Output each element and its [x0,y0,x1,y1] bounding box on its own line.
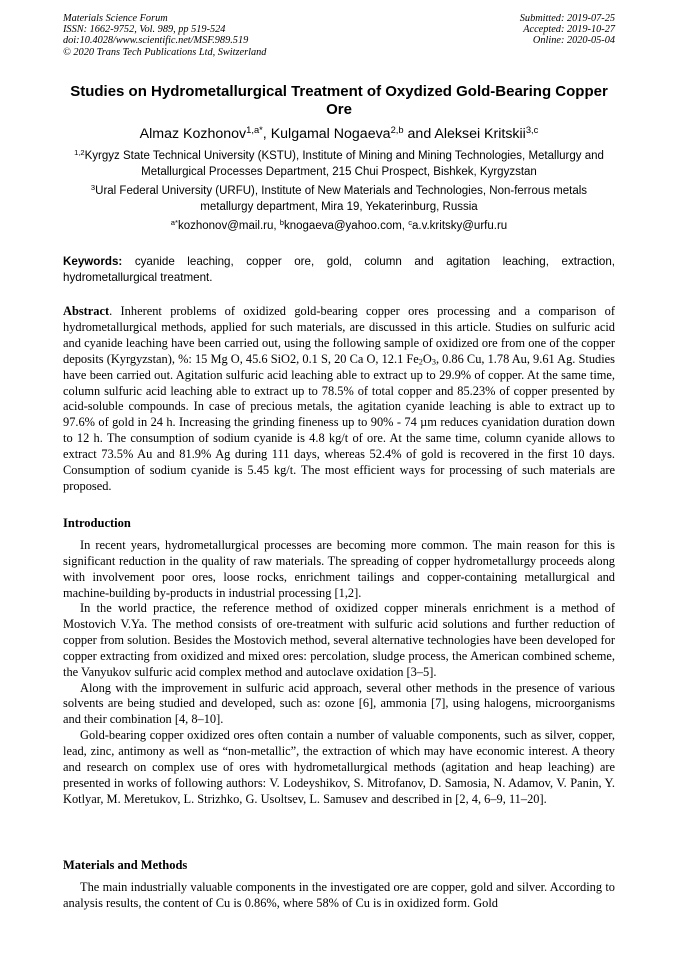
author-separator: and [403,126,435,142]
email-mark: c [408,217,412,227]
author-name: Almaz Kozhonov [139,126,247,142]
introduction-body [63,538,615,807]
email-text: knogaeva@yahoo.com, [284,220,409,232]
subscript: 2 [418,357,423,367]
abstract-label: Abstract [63,304,110,318]
author-emails [63,219,615,235]
paragraph: Gold-bearing copper oxidized ores often contain a number of valuable components, such as silver, copper, lead, zinc, antimony as well as “non-metallic”, the extraction of which may have economic interest. A theory and research on complex use of ores with hydrometallurgical methods (agitation and heap leaching) are presented in works of following authors: V. Lodeyshikov, S. Mitrofanov, D. Samosia, N. Adamov, V. Panin, Y. Kotlyar, M. Meretukov, L. Strizhko, G. Usoltsev, L. Samusev and described in [2, 4, 6–9, 11–20]. [63,728,615,806]
author-affiliation-mark: 3,c [525,124,539,135]
affiliation-text: Kyrgyz State Technical University (KSTU), Institute of Mining and Mining Technologies, Metallurgy and Metallurgical Processes Department, 215 Chui Prospect, Bishkek, Kyrgyzstan [84,150,604,178]
author-name: Aleksei Kritskii [434,126,526,142]
submitted-date: Submitted: 2019-07-25 [519,13,615,24]
affiliation-text: Ural Federal University (URFU), Institute of New Materials and Technologies, Non-ferrous metals metallurgy department, Mira 19, Yekaterinburg, Russia [95,185,588,213]
journal-name: Materials Science Forum [63,13,168,24]
journal-copyright: © 2020 Trans Tech Publications Ltd, Switzerland [63,46,267,58]
email-mark: a* [170,217,178,227]
journal-doi: doi:10.4028/www.scientific.net/MSF.989.519 [63,35,249,47]
affiliation-2 [63,184,615,215]
affiliation-mark: 1,2 [74,147,85,157]
paragraph: In recent years, hydrometallurgical processes are becoming more common. The main reason for this is significant reduction in the quality of raw materials. The spreading of copper hydrometallurgy proceeds along with involvement poor ores, loose rocks, enrichment tailings and copper-containing metallurgical and machine-building by-products in industrial processing [1,2]. [63,538,615,600]
paragraph: Along with the improvement in sulfuric acid approach, several other methods in the presence of various solvents are being studied and developed, such as: ozone [6], ammonia [7], using halogens, microorganisms and their combination [4, 8–10]. [63,680,615,727]
section-heading-materials-methods: Materials and Methods [63,858,188,872]
abstract [63,304,615,495]
affiliation-1 [63,149,615,180]
keywords [63,254,615,285]
email-mark: b [279,217,284,227]
paragraph: The main industrially valuable components in the investigated ore are copper, gold and silver. According to analysis results, the content of Cu is 0.86%, where 58% of Cu is in oxidized form. Gold [63,880,615,910]
abstract-text: , 0.86 Cu, 1.78 Au, 9.61 Ag. Studies have been carried out. Agitation sulfuric acid leaching able to extract up to 29.9% of copper. At the same time, column sulfuric acid leaching able to extract up to 78.5% of total copper and 85.23% of copper presented by acid-soluble compounds. In case of precious metals, the agitation cyanide leaching is able to extract up to 97.6% of gold in 24 h. Increasing the grinding fineness up to 90% - 74 µm reduces cyanidation duration down to 12 h. The consumption of sodium cyanide is 4.8 kg/t of ore. At the same time, column cyanide allows to extract 73.5% Au and 81.9% Ag during 111 days, whereas 52.4% of gold is recovered in the first 10 days. Consumption of sodium cyanide is 5.45 kg/t. The most efficient ways for processing of such materials are proposed. [63,351,615,493]
accepted-date: Accepted: 2019-10-27 [523,24,615,36]
keywords-label: Keywords: [63,255,123,268]
materials-methods-body [63,880,615,912]
author-affiliation-mark: 1,a* [246,124,263,135]
paper-title: Studies on Hydrometallurgical Treatment of Oxydized Gold-Bearing Copper Ore [70,83,608,118]
subscript: 3 [431,357,436,367]
keywords-text: cyanide leaching, copper ore, gold, column and agitation leaching, extraction, hydrometallurgical treatment. [63,255,615,284]
section-heading-introduction: Introduction [63,516,131,530]
author-affiliation-mark: 2,b [390,124,404,135]
abstract-text: . Inherent problems of oxidized gold-bearing copper ores processing and a comparison of hydrometallurgical methods, applied for such materials, are discussed in this article. Studies on sulfuric acid and cyanide leaching have been carried out, using the following sample of oxidized ore from one of the copper deposits (Kyrgyzstan), %: 15 Mg O, 45.6 SiO2, 0.1 S, 20 Ca O, 12.1 Fe [63,304,615,366]
email-text: a.v.kritsky@urfu.ru [412,220,508,232]
submission-dates [520,13,615,47]
journal-header [63,13,266,58]
online-date: Online: 2020-05-04 [532,35,615,47]
author-separator: , [262,126,271,142]
affiliation-mark: 3 [90,182,96,192]
abstract-text: O [422,351,432,366]
email-text: kozhonov@mail.ru, [177,220,280,232]
journal-issn: ISSN: 1662-9752, Vol. 989, pp 519-524 [63,24,226,36]
author-name: Kulgamal Nogaeva [270,126,391,142]
paragraph: In the world practice, the reference method of oxidized copper minerals enrichment is a method of Mostovich V.Ya. The method consists of ore-treatment with sulfuric acid solutions and further reduction of copper from solution. Besides the Mostovich method, several alternative technologies have been developed for copper extracting from oxidized and mixed ores: percolation, sludge process, the American combined scheme, the Vanyukov sulfuric acid complex method and autoclave oxidation [3–5]. [63,601,615,679]
author-list [63,125,615,143]
